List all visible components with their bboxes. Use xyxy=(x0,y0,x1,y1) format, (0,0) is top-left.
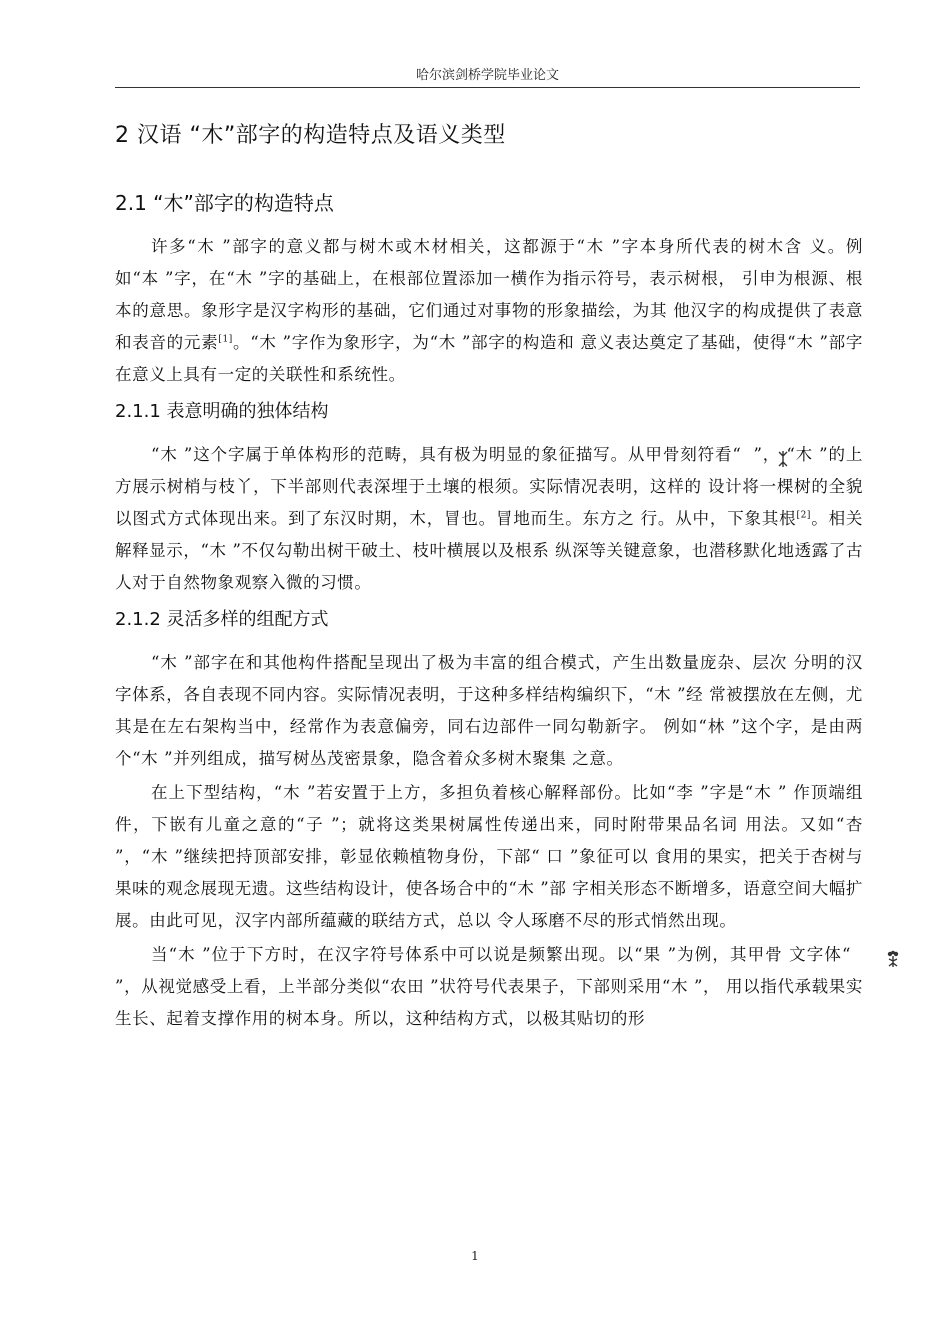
oracle-bone-guo-icon xyxy=(851,947,863,965)
chapter-title: 2 汉语 “木”部字的构造特点及语义类型 xyxy=(115,123,506,148)
section-2-1-1-paragraph xyxy=(115,439,863,599)
text-run: 当“木 ”位于下方时，在汉字符号体系中可以说是频繁出现。以“果 ”为例，其甲骨 文字体“ xyxy=(151,945,851,964)
running-header: 哈尔滨剑桥学院毕业论文 xyxy=(415,68,559,83)
text-run: “木 ”这个字属于单体构形的范畴，具有极为明显的象征描写。从甲骨刻符看“ xyxy=(151,445,742,464)
oracle-bone-mu-icon xyxy=(741,447,753,465)
text-run: 。相关解释显示，“木 ”不仅勾勒出树干破土、枝叶横展以及根系 纵深等关键意象，也潜移默化地透露了古人对于自然物象观察入微的习惯。 xyxy=(115,509,863,592)
section-2-1-1-title: 2.1.1 表意明确的独体结构 xyxy=(115,401,329,422)
citation-ref: [2] xyxy=(796,510,812,521)
section-2-1-2-paragraph-2: 在上下型结构，“木 ”若安置于上方，多担负着核心解释部份。比如“李 ”字是“木 ” 作顶端组件，下嵌有儿童之意的“子 ”；就将这类果树属性传递出来，同时附带果品名词 用法。又如“杏 ”，“木 ”继续把持顶部安排，彰显依赖植物身份，下部“ 口 ”象征可以 食用的果实，把关于杏树与果味的观念展现无遗。这些结构设计，使各场合中的“木 ”部 字相关形态不断增多，语意空间大幅扩展。由此可见，汉字内部所蕴藏的联结方式，总以 令人琢磨不尽的形式悄然出现。 xyxy=(115,783,863,930)
section-2-1-2-title: 2.1.2 灵活多样的组配方式 xyxy=(115,609,329,630)
citation-ref: [1] xyxy=(218,334,233,345)
section-2-1-title: 2.1 “木”部字的构造特点 xyxy=(115,191,334,215)
text-run: ”， “木 ”的上方展示树梢与枝丫，下半部则代表深埋于土壤的根须。实际情况表明，这样的 设计将一棵树的全貌以图式方式体现出来。到了东汉时期，木，冒也。冒地而生。东方之 行。从中，下象其根 xyxy=(115,445,864,528)
text-run: 许多“木 ”部字的意义都与树木或木材相关，这都源于“木 ”字本身所代表的树木含 义。例如“本 ”字，在“木 ”字的基础上，在根部位置添加一横作为指示符号，表示树根， 引申为根源、根本的意思。象形字是汉字构形的基础，它们通过对事物的形象描绘，为其 他汉字的构成提供了表意和表音的元素 xyxy=(115,237,863,352)
section-2-1-paragraph xyxy=(115,231,863,391)
page-number: 1 xyxy=(471,1249,479,1263)
text-run: ”，从视觉感受上看，上半部分类似“农田 ”状符号代表果子，下部则采用“木 ”， 用以指代承载果实生长、起着支撑作用的树本身。所以，这种结构方式，以极其贴切的形 xyxy=(115,977,863,1028)
header-rule xyxy=(115,87,860,88)
section-2-1-2-paragraph-3 xyxy=(115,939,863,1035)
section-2-1-2-paragraph-1: “木 ”部字在和其他构件搭配呈现出了极为丰富的组合模式，产生出数量庞杂、层次 分明的汉字体系，各自表现不同内容。实际情况表明，于这种多样结构编织下，“木 ”经 常被摆放在左侧，尤其是在左右架构当中，经常作为表意偏旁，同右边部件一同勾勒新字。 例如“林 ”这个字，是由两个“木 ”并列组成，描写树丛茂密景象，隐含着众多树木聚集 之意。 xyxy=(115,653,863,768)
page-content xyxy=(115,118,863,1035)
text-run: 。“木 ”字作为象形字，为“木 ”部字的构造和 意义表达奠定了基础，使得“木 ”部字在意义上具有一定的关联性和系统性。 xyxy=(115,333,863,384)
